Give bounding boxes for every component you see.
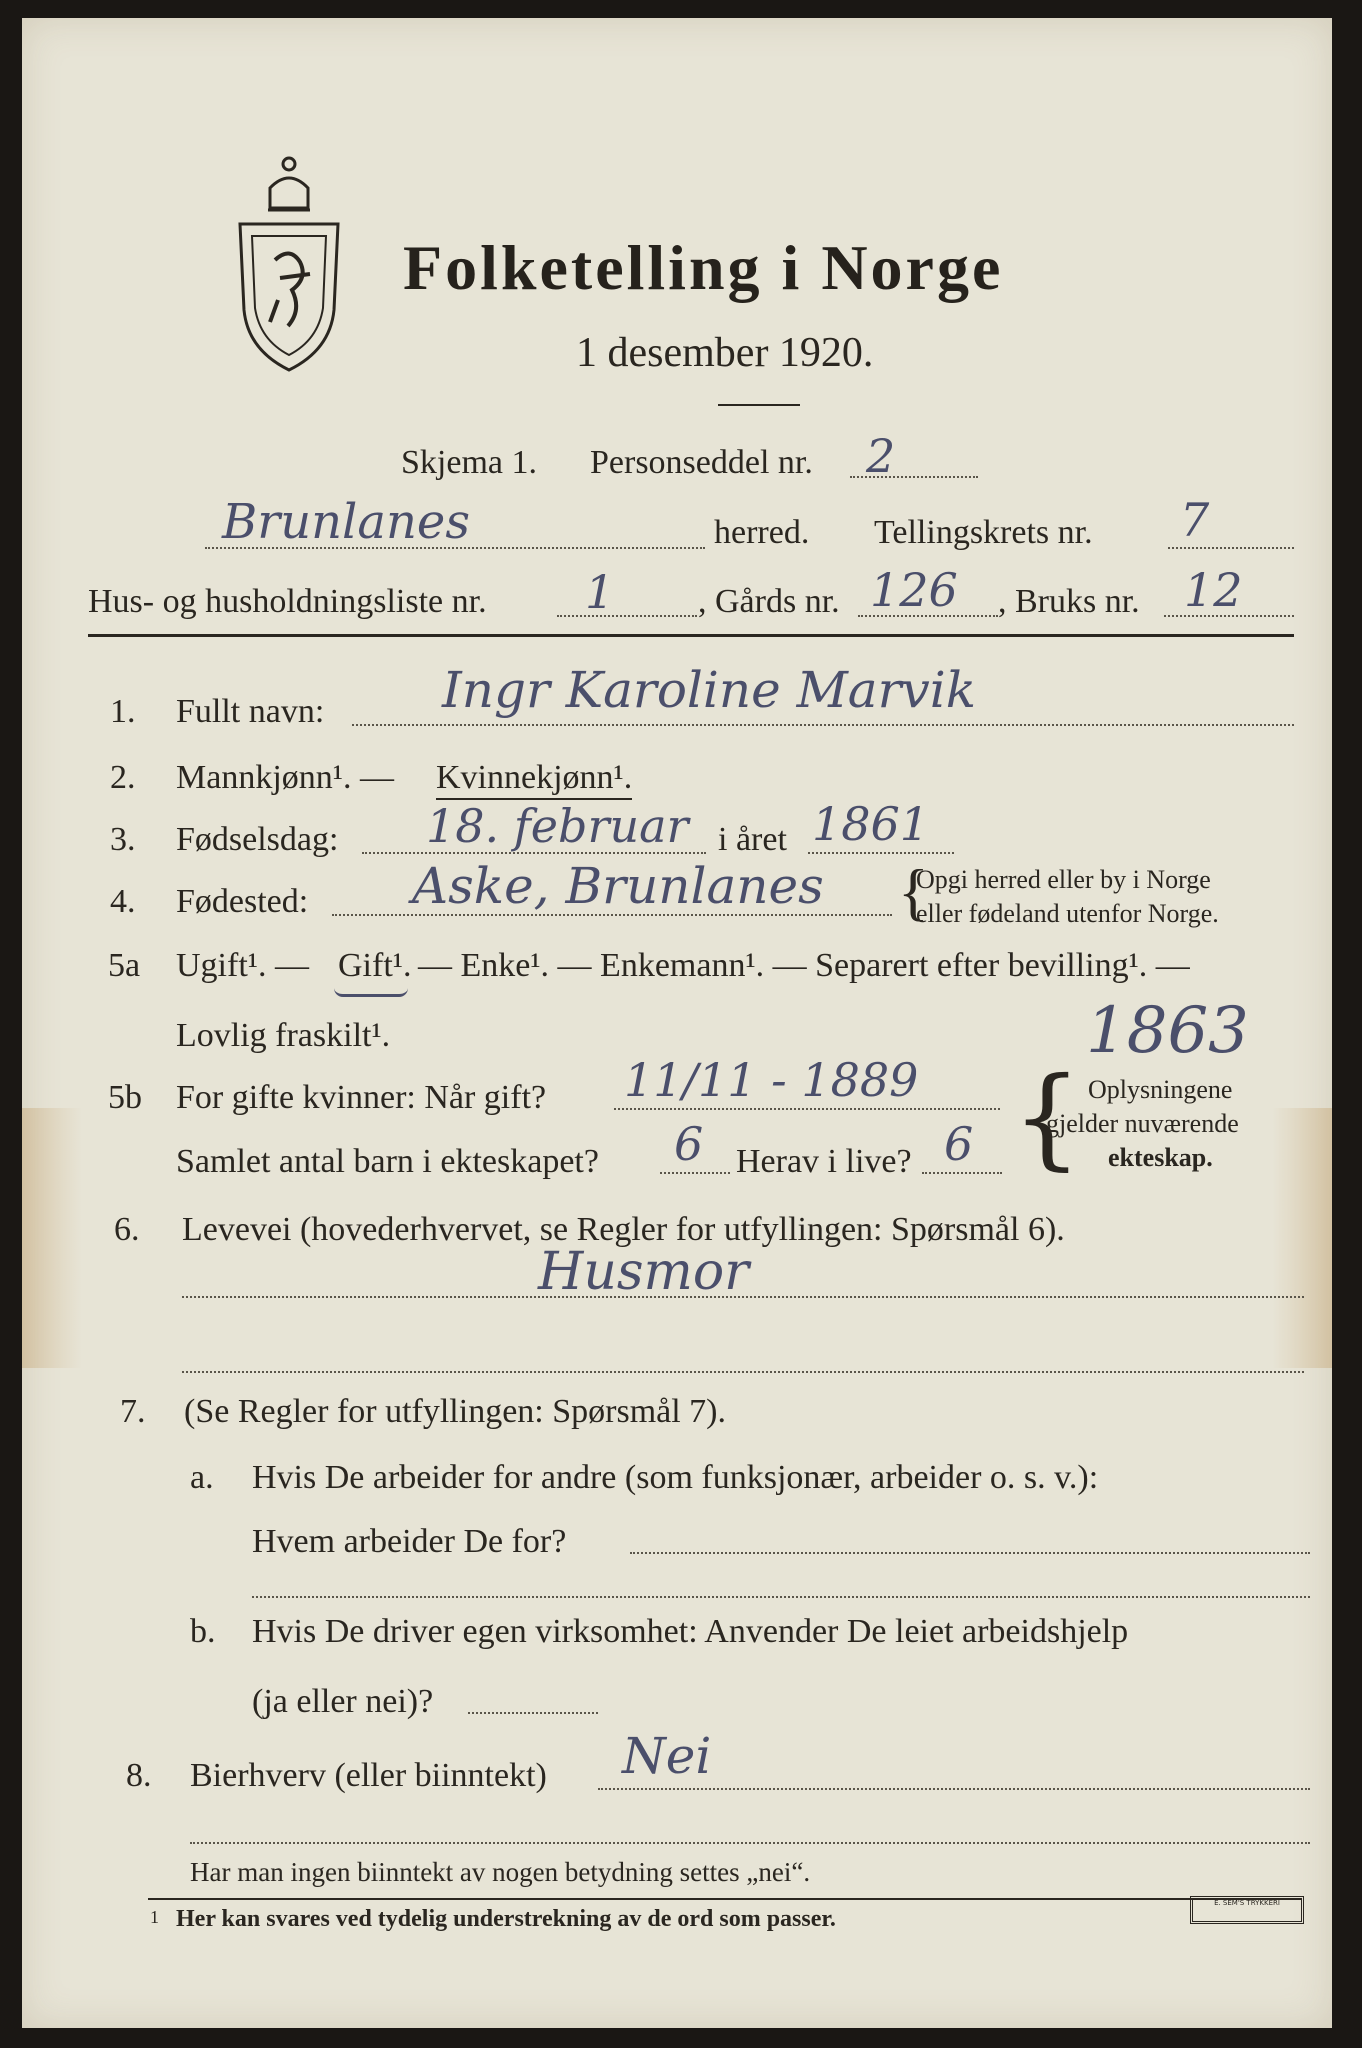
q7-label: (Se Regler for utfyllingen: Spørsmål 7). xyxy=(184,1393,727,1430)
q7b-question: (ja eller nei)? xyxy=(252,1683,434,1720)
q5a-number: 5a xyxy=(108,947,141,984)
census-date: 1 desember 1920. xyxy=(576,330,874,376)
footnote-text: Her kan svares ved tydelig understrekning av de ord som passer. xyxy=(176,1906,836,1932)
gards-label: , Gårds nr. xyxy=(698,583,840,620)
bruks-label: , Bruks nr. xyxy=(998,583,1140,620)
tellingskrets-value: 7 xyxy=(1180,493,1210,547)
alive-field[interactable] xyxy=(922,1172,1002,1174)
children-value: 6 xyxy=(674,1117,704,1171)
occupation-value: Husmor xyxy=(538,1242,749,1302)
children-field[interactable] xyxy=(660,1172,730,1174)
full-name-value: Ingr Karoline Marvik xyxy=(442,661,977,719)
q7-number: 7. xyxy=(120,1393,146,1430)
birthday-value: 18. februar xyxy=(426,799,689,853)
q2-number: 2. xyxy=(110,759,136,796)
paper-stain-right xyxy=(1272,1108,1332,1368)
q7a-letter: a. xyxy=(190,1459,214,1496)
tellingskrets-field[interactable] xyxy=(1168,547,1294,549)
female-option[interactable]: Kvinnekjønn¹. xyxy=(436,758,632,800)
birthplace-value: Aske, Brunlanes xyxy=(412,857,824,915)
q7a-question: Hvem arbeider De for? xyxy=(252,1523,567,1560)
birth-year-field[interactable] xyxy=(808,852,954,854)
q8-number: 8. xyxy=(126,1757,152,1794)
married-option[interactable]: Gift¹. xyxy=(338,947,412,984)
alive-value: 6 xyxy=(944,1117,974,1171)
employer-field[interactable] xyxy=(630,1552,1310,1554)
norway-coat-of-arms-icon xyxy=(230,150,348,375)
q4-number: 4. xyxy=(110,883,136,920)
unmarried-option[interactable]: Ugift¹. — xyxy=(176,947,309,984)
marital-options-rest[interactable]: — Enke¹. — Enkemann¹. — Separert efter bevilling¹. — xyxy=(418,947,1190,984)
paper-stain-left xyxy=(22,1108,82,1368)
printer-mark: E. SEM'S TRYKKERI xyxy=(1190,1896,1304,1924)
q5b-label: For gifte kvinner: Når gift? xyxy=(176,1079,547,1116)
header-divider xyxy=(88,634,1294,637)
male-option[interactable]: Mannkjønn¹. — xyxy=(176,759,394,796)
footnote-number: 1 xyxy=(150,1907,159,1927)
q1-number: 1. xyxy=(110,693,136,730)
husholdningsliste-field[interactable] xyxy=(557,615,697,617)
marriage-date-field[interactable] xyxy=(614,1108,1000,1110)
personseddel-value: 2 xyxy=(866,429,896,483)
side-income-value: Nei xyxy=(622,1727,712,1785)
q5b-note-3: ekteskap. xyxy=(1108,1143,1213,1172)
footer-note: Har man ingen biinntekt av nogen betydning settes „nei“. xyxy=(190,1857,811,1887)
side-income-field-2[interactable] xyxy=(190,1842,1310,1844)
q7b-text: Hvis De driver egen virksomhet: Anvender De leiet arbeidshjelp xyxy=(252,1613,1129,1650)
q5b-note-1: Oplysningene xyxy=(1088,1075,1233,1104)
husholdningsliste-label: Hus- og husholdningsliste nr. xyxy=(88,583,487,620)
employer-field-2[interactable] xyxy=(252,1596,1310,1598)
year-label: i året xyxy=(718,821,787,858)
q4-label: Fødested: xyxy=(176,883,309,920)
document-title: Folketelling i Norge xyxy=(403,232,1004,303)
q4-brace: { xyxy=(898,856,929,927)
divorced-option[interactable]: Lovlig fraskilt¹. xyxy=(176,1017,391,1054)
footer-divider xyxy=(148,1898,1302,1900)
skjema-label: Skjema 1. xyxy=(401,444,537,481)
q3-label: Fødselsdag: xyxy=(176,821,339,858)
married-underline xyxy=(334,988,408,997)
q1-label: Fullt navn: xyxy=(176,693,325,730)
herred-label: herred. xyxy=(714,514,810,551)
children-label: Samlet antal barn i ekteskapet? xyxy=(176,1143,599,1180)
q6-label: Levevei (hovederhvervet, se Regler for utfyllingen: Spørsmål 6). xyxy=(182,1211,1065,1248)
side-income-field[interactable] xyxy=(598,1788,1310,1790)
personseddel-label: Personseddel nr. xyxy=(590,444,813,481)
tellingskrets-label: Tellingskrets nr. xyxy=(874,514,1093,551)
q3-number: 3. xyxy=(110,821,136,858)
q7a-text: Hvis De arbeider for andre (som funksjonær, arbeider o. s. v.): xyxy=(252,1459,1099,1496)
q8-label: Bierhverv (eller biinntekt) xyxy=(190,1757,547,1794)
margin-note-year: 1863 xyxy=(1086,994,1249,1068)
marriage-date-value: 11/11 - 1889 xyxy=(624,1053,919,1107)
hired-help-field[interactable] xyxy=(468,1712,598,1714)
gards-value: 126 xyxy=(870,563,958,617)
husholdningsliste-value: 1 xyxy=(585,565,615,619)
q4-note-2: eller fødeland utenfor Norge. xyxy=(916,899,1219,928)
q7b-letter: b. xyxy=(190,1613,216,1650)
q6-number: 6. xyxy=(114,1211,140,1248)
alive-label: Herav i live? xyxy=(736,1143,912,1180)
bruks-value: 12 xyxy=(1184,563,1243,617)
herred-value: Brunlanes xyxy=(222,494,470,550)
birth-year-value: 1861 xyxy=(812,797,930,851)
q5b-brace: { xyxy=(1012,1053,1082,1181)
q5b-note-2: gjelder nuværende xyxy=(1046,1109,1239,1138)
title-divider xyxy=(718,404,800,406)
full-name-field[interactable] xyxy=(352,724,1294,726)
q5b-number: 5b xyxy=(108,1079,142,1116)
occupation-field-2[interactable] xyxy=(182,1371,1304,1373)
q4-note-1: Opgi herred eller by i Norge xyxy=(916,865,1211,894)
